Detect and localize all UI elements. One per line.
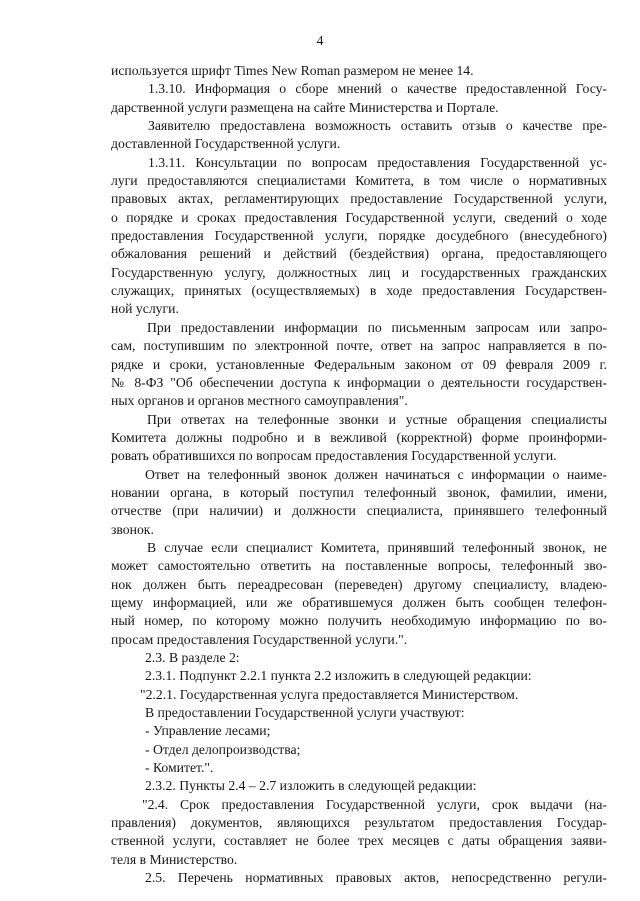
page-number: 4 (316, 34, 324, 49)
text-line: 2.3.2. Пункты 2.4 – 2.7 изложить в следующей редакции: (145, 778, 477, 794)
text-line: теля в Министерство. (111, 851, 238, 867)
text-line: луги предоставляются специалистами Комитета, в том числе о нормативных (111, 173, 607, 189)
text-line: правления) документов, являющихся результатом предоставления Государ- (111, 815, 607, 831)
text-line: - Комитет.". (145, 760, 214, 776)
text-line: просам предоставления Государственной услуги.". (111, 631, 408, 647)
text-line: щему информацией, или же обратившемуся должен быть сообщен телефон- (111, 594, 607, 610)
text-line: доставленной Государственной услуги. (111, 136, 341, 152)
text-line: может самостоятельно ответить на поставленные вопросы, телефонный зво- (111, 558, 607, 574)
text-line: нок должен быть переадресован (переведен) другому специалисту, владею- (111, 576, 607, 592)
text-line: ровать обратившихся по вопросам предоставления Государственной услуги. (111, 448, 557, 464)
text-line: 2.3.1. Подпункт 2.2.1 пункта 2.2 изложить в следующей редакции: (145, 668, 532, 684)
text-line: новании органа, в который поступил телефонный звонок, фамилии, имени, (111, 484, 607, 500)
document-body (111, 62, 607, 887)
text-line: При ответах на телефонные звонки и устные обращения специалисты (147, 411, 607, 427)
text-line: ной услуги. (111, 301, 179, 317)
text-line: 2.3. В разделе 2: (145, 650, 240, 665)
text-line: "2.4. Срок предоставления Государственной услуги, срок выдачи (на- (142, 796, 607, 812)
text-line: служащих, принятых (осуществляемых) в ходе предоставления Государствен- (111, 283, 607, 299)
text-line: сам, поступившим по электронной почте, ответ на запрос направляется в по- (111, 338, 607, 354)
text-line: Ответ на телефонный звонок должен начинаться с информации о наиме- (145, 466, 607, 482)
text-line: звонок. (111, 521, 154, 537)
text-line: Заявителю предоставлена возможность оставить отзыв о качестве пре- (148, 118, 607, 134)
text-line: В случае если специалист Комитета, принявший телефонный звонок, не (147, 539, 607, 555)
text-line: отчестве (при наличии) и должности специалиста, принявшего телефонный (111, 503, 607, 519)
text-line: Государственную услугу, должностных лиц и государственных гражданских (111, 264, 607, 280)
text-line: № 8-ФЗ "Об обеспечении доступа к информации о деятельности государствен- (111, 374, 607, 390)
text-line: В предоставлении Государственной услуги участвуют: (145, 705, 465, 721)
text-line: ственной услуги, составляет не более трех месяцев с даты обращения заяви- (111, 833, 607, 849)
text-line: "2.2.1. Государственная услуга предоставляется Министерством. (140, 686, 519, 702)
text-line: Комитета должны подробно и в вежливой (корректной) форме проинформи- (111, 429, 607, 445)
text-line: ных органов и органов местного самоуправления". (111, 393, 408, 409)
text-line: - Управление лесами; (145, 723, 271, 739)
text-line: - Отдел делопроизводства; (145, 741, 301, 757)
text-line: о порядке и сроках предоставления Государственной услуги, сведений о ходе (111, 209, 607, 225)
text-line: 1.3.11. Консультации по вопросам предоставления Государственной ус- (148, 154, 607, 170)
text-line: При предоставлении информации по письменным запросам или запро- (147, 319, 607, 335)
text-line: дарственной услуги размещена на сайте Министерства и Портале. (111, 99, 499, 115)
text-line: предоставления Государственной услуги, порядке досудебного (внесудебного) (111, 228, 607, 244)
text-line: рядке и сроки, установленные Федеральным законом от 09 февраля 2009 г. (111, 356, 607, 372)
text-line: ный номер, по которому можно получить необходимую информацию по во- (111, 613, 607, 629)
text-line: 1.3.10. Информация о сборе мнений о качестве предоставленной Госу- (148, 81, 607, 97)
text-line: используется шрифт Times New Roman размером не менее 14. (111, 63, 474, 78)
text-line: обжалования решений и действий (бездействия) органа, предоставляющего (111, 246, 607, 262)
text-line: 2.5. Перечень нормативных правовых актов, непосредственно регули- (145, 870, 607, 886)
text-line: правовых актах, регламентирующих предоставление Государственной услуги, (111, 191, 607, 207)
